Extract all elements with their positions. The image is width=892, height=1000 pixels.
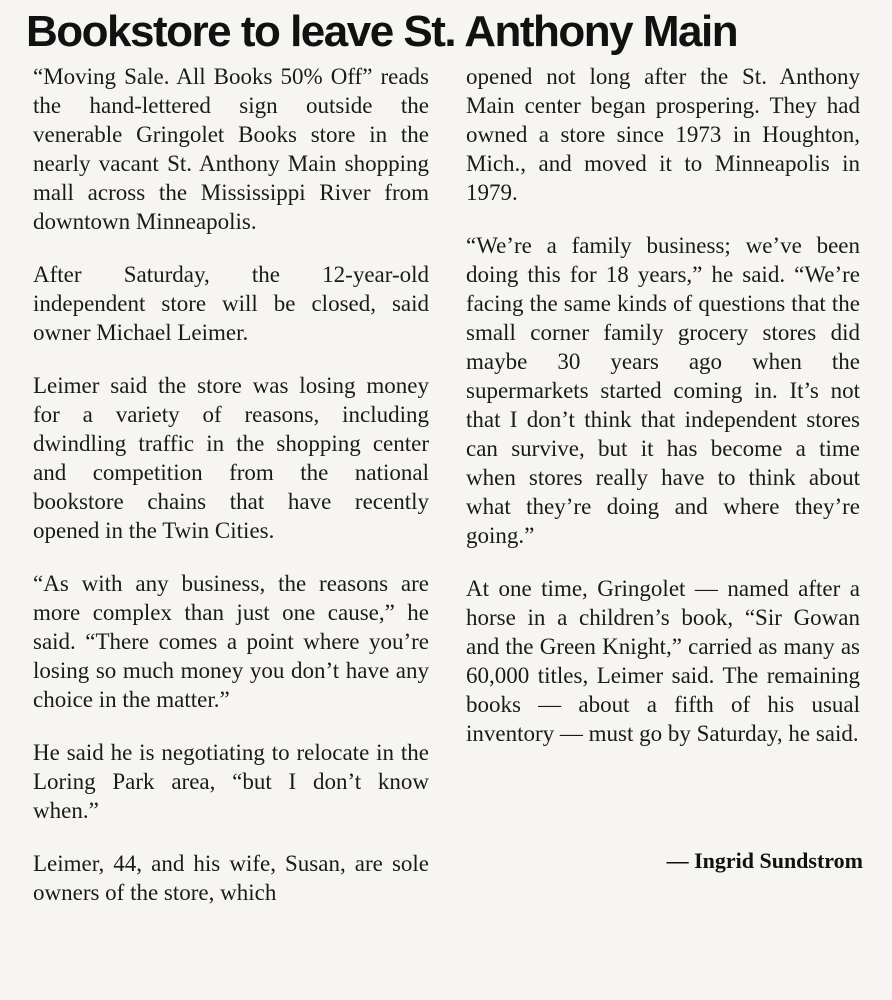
paragraph-history: opened not long after the St. Anthony Main center began prospering. They had owned a store since 1973 in Houghton, Mich., and moved it to Minneapolis in 1979.	[466, 64, 860, 205]
right-column	[466, 62, 860, 772]
paragraph-owners: Leimer, 44, and his wife, Susan, are sole owners of the store, which	[33, 851, 429, 905]
paragraph-moving-sale: “Moving Sale. All Books 50% Off” reads the hand-lettered sign outside the venerable Gringolet Books store in the nearly vacant St. Anthony Main shopping mall across the Mississippi River from downtown Minneapolis.	[33, 64, 429, 234]
paragraph-reasons-quote: “As with any business, the reasons are more complex than just one cause,” he said. “There comes a point where you’re losing so much money you don’t have any choice in the matter.”	[33, 571, 429, 712]
article-headline: Bookstore to leave St. Anthony Main	[26, 7, 738, 56]
paragraph-gringolet-titles: At one time, Gringolet — named after a horse in a children’s book, “Sir Gowan and the Green Knight,” carried as many as 60,000 titles, Leimer said. The remaining books — about a fifth of his usual inventory — must go by Saturday, he said.	[466, 576, 860, 746]
byline: — Ingrid Sundstrom	[666, 848, 863, 873]
paragraph-store-closing: After Saturday, the 12-year-old independent store will be closed, said owner Michael Leimer.	[33, 262, 429, 345]
left-column	[33, 62, 429, 931]
paragraph-relocate: He said he is negotiating to relocate in the Loring Park area, “but I don’t know when.”	[33, 740, 429, 823]
paragraph-family-business-quote: “We’re a family business; we’ve been doing this for 18 years,” he said. “We’re facing the same kinds of questions that the small corner family grocery stores did maybe 30 years ago when the supermarkets started coming in. It’s not that I don’t think that independent stores can survive, but it has become a time when stores really have to think about what they’re doing and where they’re going.”	[466, 233, 860, 548]
paragraph-losing-money: Leimer said the store was losing money for a variety of reasons, including dwindling traffic in the shopping center and competition from the national bookstore chains that have recently opened in the Twin Cities.	[33, 373, 429, 543]
